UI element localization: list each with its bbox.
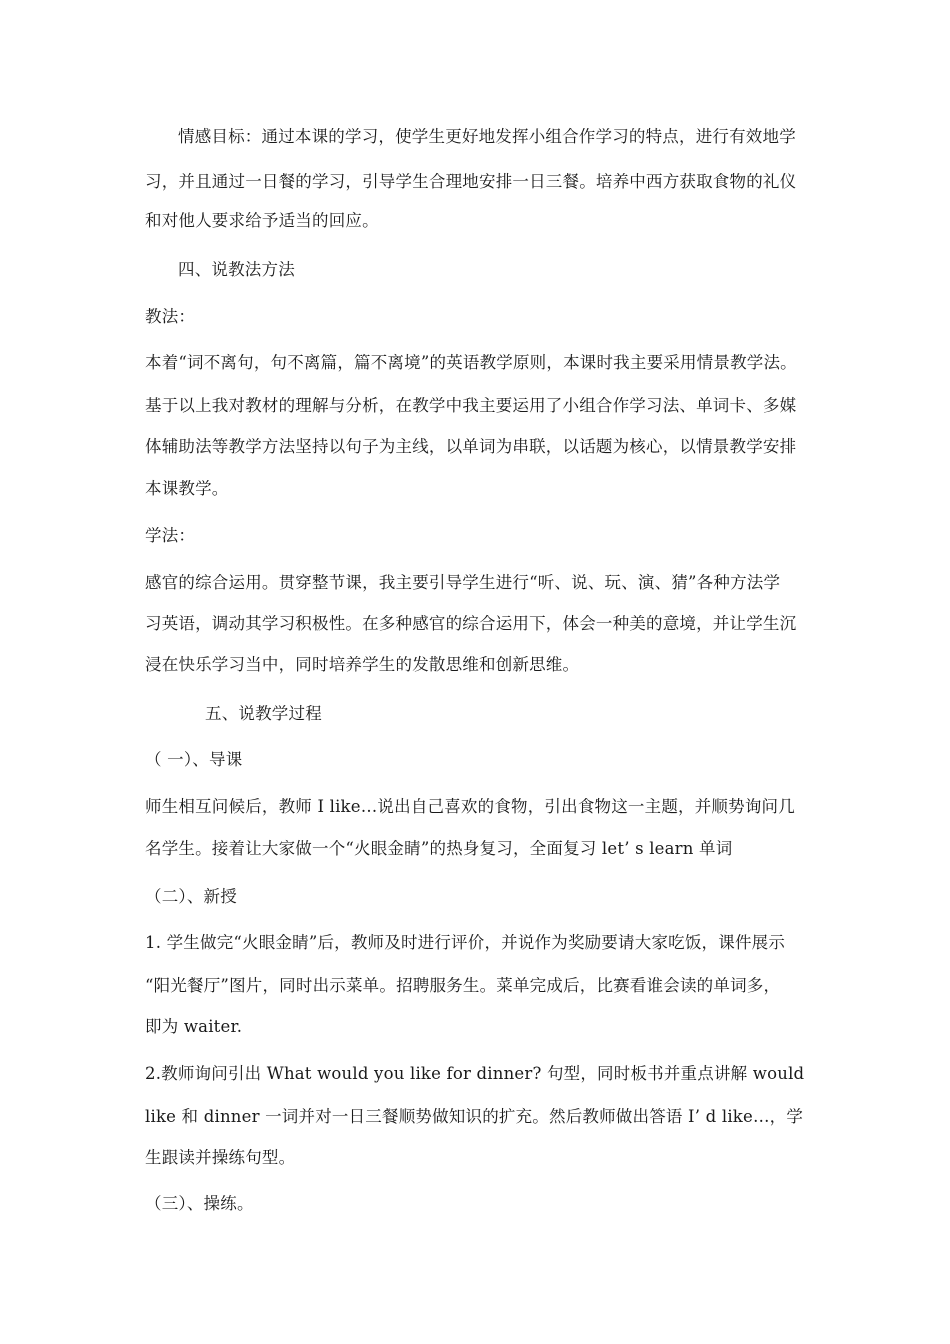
paragraph-line: 1. 学生做完“火眼金睛”后，教师及时进行评价，并说作为奖励要请大家吃饭，课件展示 <box>145 933 786 952</box>
paragraph-line: 情感目标：通过本课的学习，使学生更好地发挥小组合作学习的特点，进行有效地学 <box>178 127 796 146</box>
paragraph-line: 浸在快乐学习当中，同时培养学生的发散思维和创新思维。 <box>145 655 580 674</box>
paragraph-line: 习，并且通过一日餐的学习，引导学生合理地安排一日三餐。培养中西方获取食物的礼仪 <box>145 172 797 191</box>
paragraph-line: 习英语，调动其学习积极性。在多种感官的综合运用下，体会一种美的意境，并让学生沉 <box>145 614 797 633</box>
section-heading: 五、说教学过程 <box>205 704 322 723</box>
paragraph-line: 基于以上我对教材的理解与分析，在教学中我主要运用了小组合作学习法、单词卡、多媒 <box>145 396 797 415</box>
subheading: 教法： <box>145 307 196 326</box>
section-heading: 四、说教法方法 <box>178 260 295 279</box>
subheading: 学法： <box>145 526 196 545</box>
paragraph-line: 感官的综合运用。贯穿整节课，我主要引导学生进行“听、说、玩、演、猜”各种方法学 <box>145 573 781 592</box>
paragraph-line: 师生相互问候后，教师 I like…说出自己喜欢的食物，引出食物这一主题，并顺势询问几 <box>145 797 795 816</box>
subheading: （二）、新授 <box>145 887 237 906</box>
paragraph-line: 体辅助法等教学方法坚持以句子为主线，以单词为串联，以话题为核心，以情景教学安排 <box>145 437 797 456</box>
paragraph-line: 名学生。接着让大家做一个“火眼金睛”的热身复习，全面复习 let’ s learn 单词 <box>145 839 733 858</box>
paragraph-line: “阳光餐厅”图片，同时出示菜单。招聘服务生。菜单完成后，比赛看谁会读的单词多， <box>145 976 781 995</box>
paragraph-line: 2.教师询问引出 What would you like for dinner? 句型，同时板书并重点讲解 would <box>145 1064 805 1083</box>
paragraph-line: 生跟读并操练句型。 <box>145 1148 296 1167</box>
subheading: （ 一）、导课 <box>145 750 243 769</box>
paragraph-line: 本课教学。 <box>145 479 229 498</box>
paragraph-line: like 和 dinner 一词并对一日三餐顺势做知识的扩充。然后教师做出答语 I’ d like…，学 <box>145 1107 804 1126</box>
paragraph-line: 即为 waiter. <box>145 1017 243 1036</box>
subheading: （三）、操练。 <box>145 1194 254 1213</box>
paragraph-line: 本着“词不离句，句不离篇，篇不离境”的英语教学原则，本课时我主要采用情景教学法。 <box>145 353 797 372</box>
paragraph-line: 和对他人要求给予适当的回应。 <box>145 211 379 230</box>
